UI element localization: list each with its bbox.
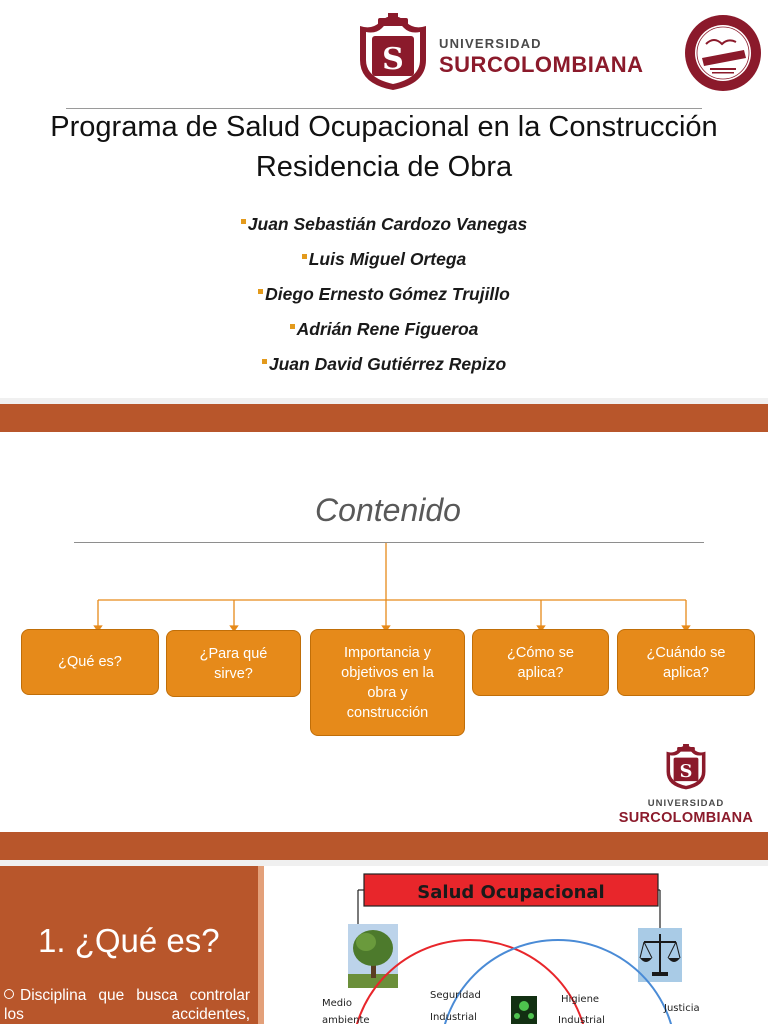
contents-item-que-es[interactable]: ¿Qué es? <box>21 629 159 695</box>
university-shield-icon <box>663 742 709 792</box>
accreditation-seal-icon <box>684 14 762 92</box>
diagram-label-industrial-right: Industrial <box>558 1015 605 1024</box>
author-list <box>0 212 768 387</box>
author-item: Juan Sebastián Cardozo Vanegas <box>0 212 768 247</box>
diagram-label-justicia: Justicia <box>664 1003 700 1014</box>
diagram-label-industrial-left: Industrial <box>430 1012 477 1023</box>
svg-text:S: S <box>382 42 404 77</box>
university-name-main: SURCOLOMBIANA <box>618 810 754 826</box>
university-shield-icon <box>354 12 432 92</box>
author-item: Luis Miguel Ortega <box>0 247 768 282</box>
svg-text:S: S <box>679 761 693 783</box>
square-bullet-icon <box>302 254 307 259</box>
contents-item-como-se-aplica[interactable]: ¿Cómo se aplica? <box>472 629 609 696</box>
cover-title-line-2: Residencia de Obra <box>255 151 513 183</box>
square-bullet-icon <box>258 289 263 294</box>
tree-image-icon <box>348 924 398 988</box>
contents-title: Contenido <box>315 492 461 528</box>
cover-title-line-1: Programa de Salud Ocupacional en la Construcción <box>50 111 718 143</box>
title-rule <box>66 108 702 109</box>
circle-bullet-icon <box>4 989 14 999</box>
scales-of-justice-icon <box>638 928 682 982</box>
contents-connector-lines <box>0 543 768 633</box>
square-bullet-icon <box>262 359 267 364</box>
university-logo <box>354 12 664 92</box>
diagram-label-seguridad: Seguridad <box>430 990 481 1001</box>
section-title: 1. ¿Qué es? <box>38 922 220 959</box>
author-item: Diego Ernesto Gómez Trujillo <box>0 282 768 317</box>
diagram-header-text: Salud Ocupacional <box>417 882 605 903</box>
university-name-top: UNIVERSIDAD <box>647 798 725 809</box>
square-bullet-icon <box>290 324 295 329</box>
center-figure-icon <box>511 996 537 1024</box>
occupational-health-diagram <box>318 870 728 1024</box>
diagram-label-medio: Medio <box>322 998 353 1009</box>
university-name-main: SURCOLOMBIANA <box>439 52 644 77</box>
contents-item-importancia[interactable]: Importancia y objetivos en la obra y construcción <box>310 629 465 736</box>
slide-divider-band <box>0 832 768 860</box>
square-bullet-icon <box>241 219 246 224</box>
cover-slide <box>0 0 768 398</box>
section-panel-accent <box>258 866 264 1024</box>
university-logo-small <box>606 742 766 832</box>
diagram-label-higiene: Higiene <box>561 994 600 1005</box>
contents-item-cuando-se-aplica[interactable]: ¿Cuándo se aplica? <box>617 629 755 696</box>
author-item: Juan David Gutiérrez Repizo <box>0 352 768 387</box>
university-name-top: UNIVERSIDAD <box>439 36 542 51</box>
diagram-label-ambiente: ambiente <box>322 1015 370 1024</box>
contents-item-para-que-sirve[interactable]: ¿Para qué sirve? <box>166 630 301 697</box>
author-item: Adrián Rene Figueroa <box>0 317 768 352</box>
section-body-text: Disciplina que busca controlar los accidentes, <box>4 987 250 1023</box>
slide-divider-band <box>0 404 768 432</box>
